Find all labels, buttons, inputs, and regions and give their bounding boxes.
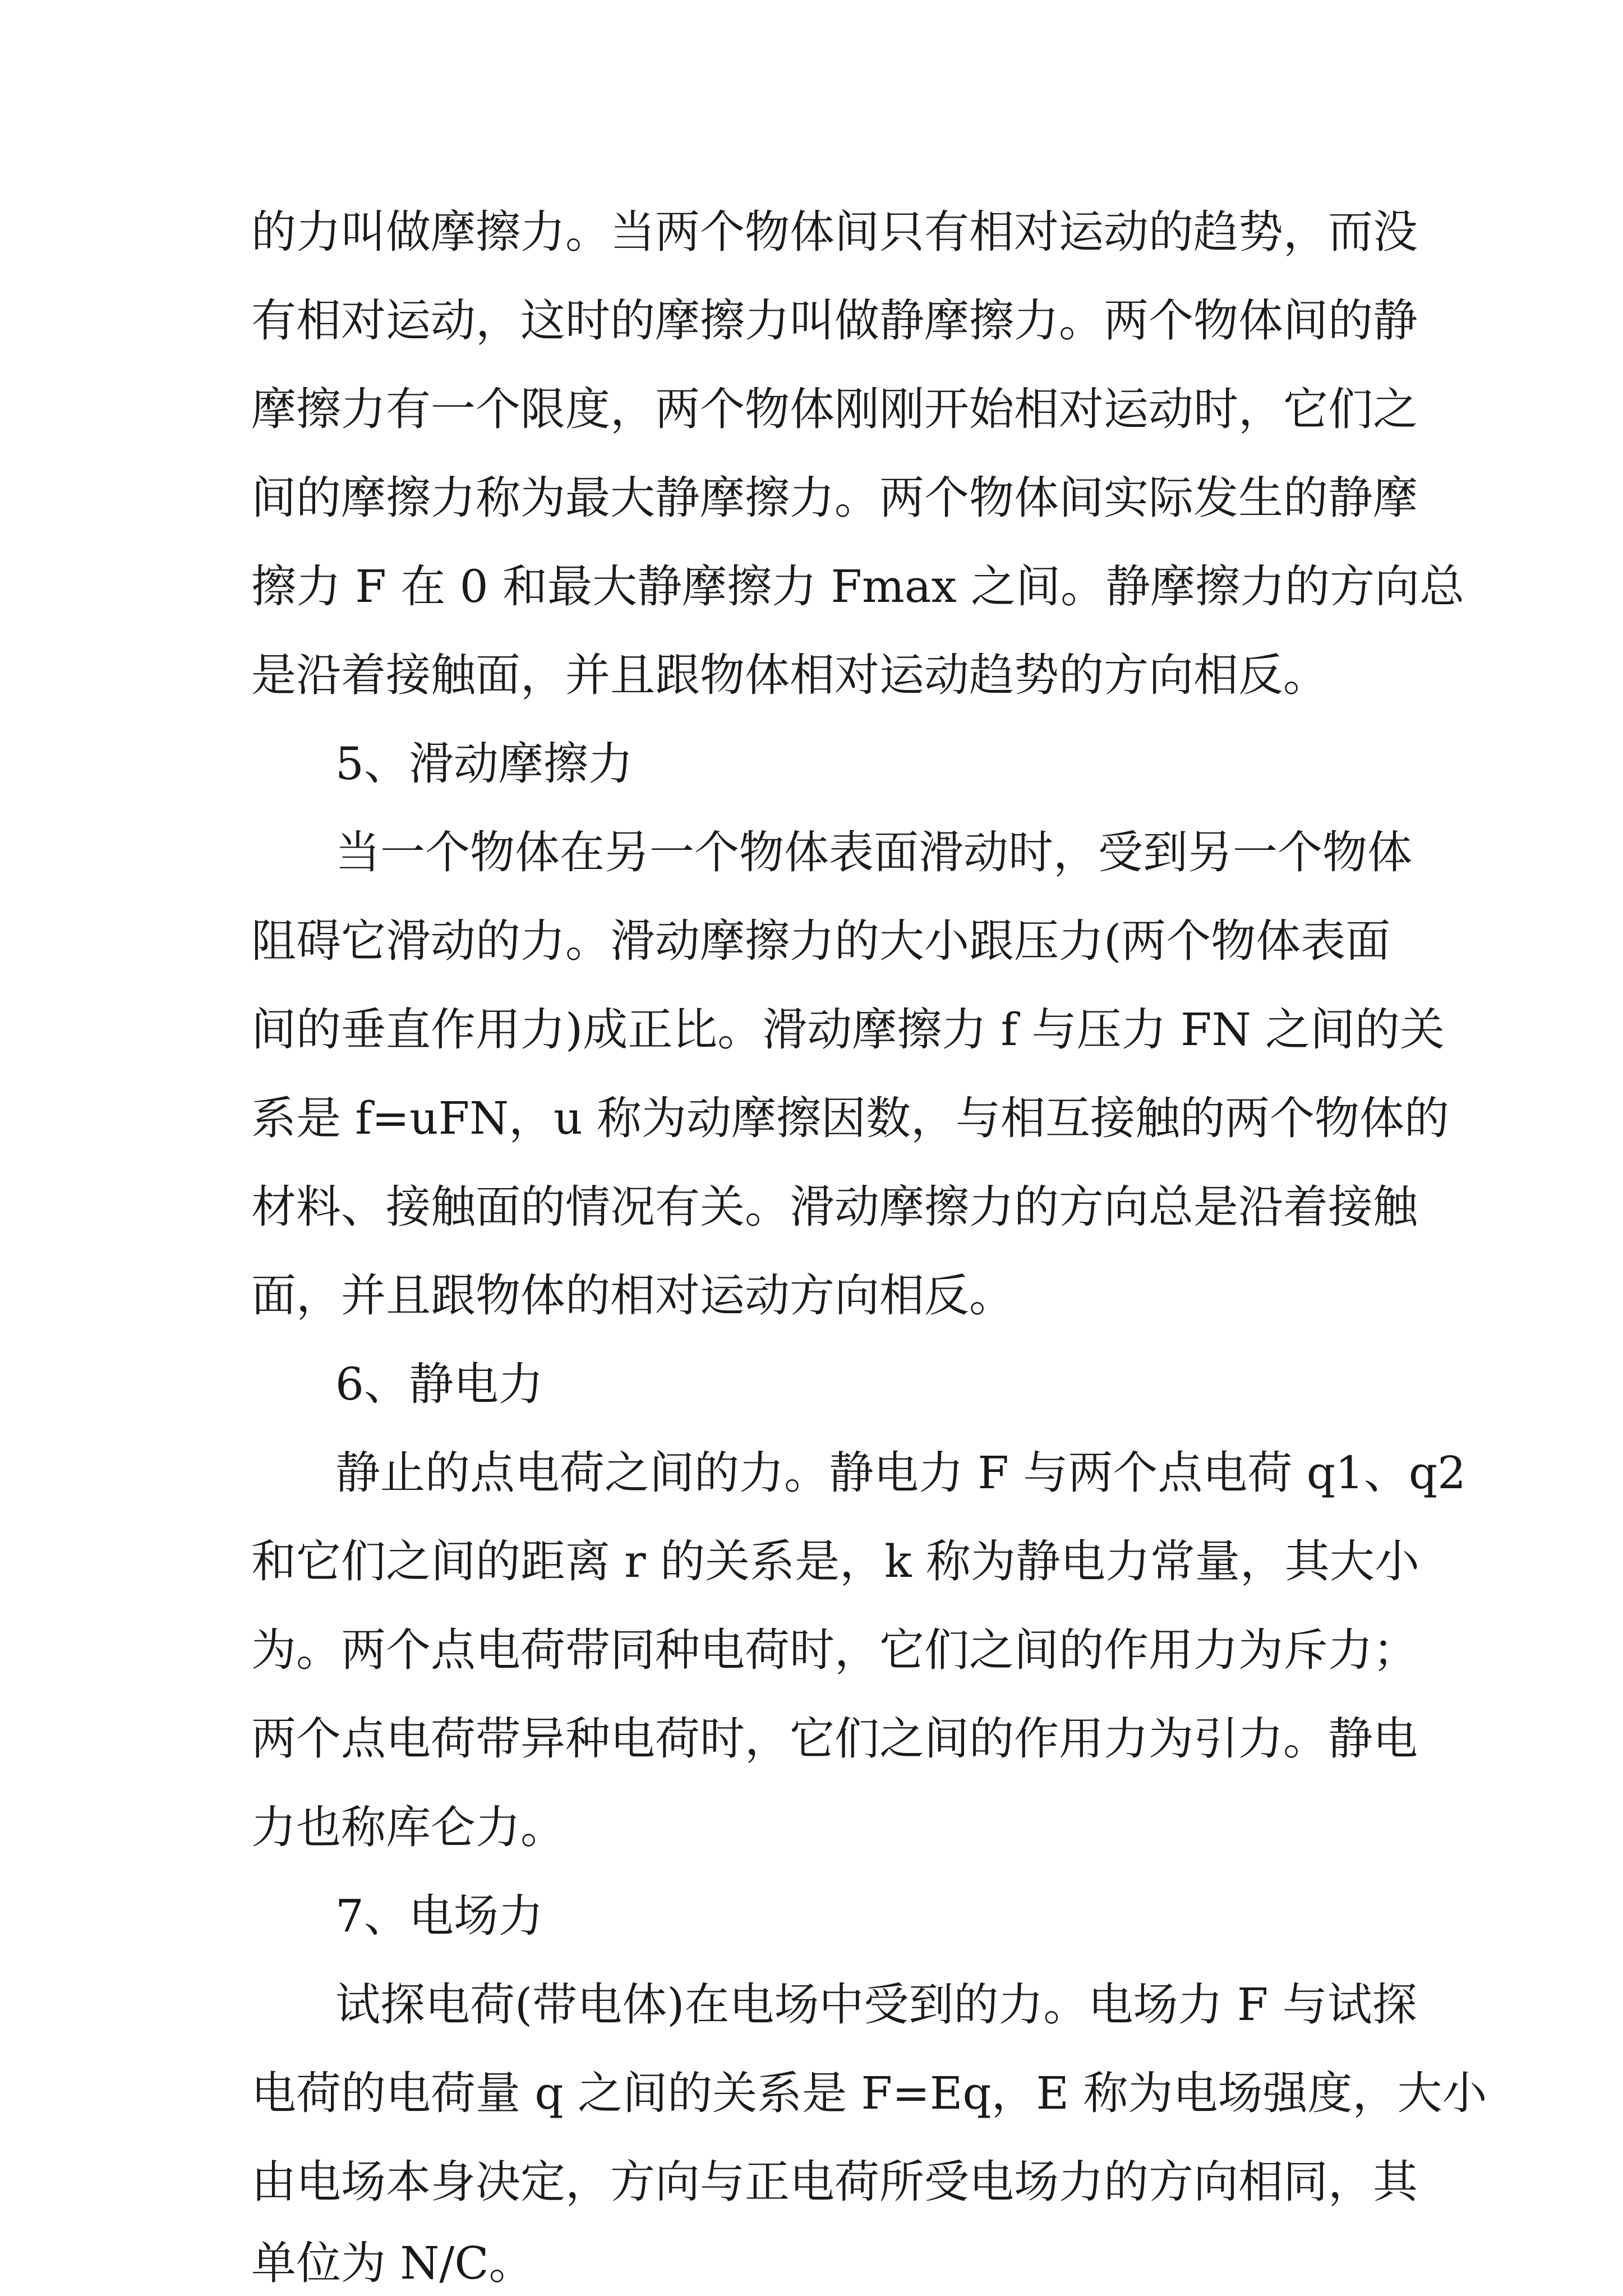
paragraph-line: 的力叫做摩擦力。当两个物体间只有相对运动的趋势，而没 (251, 206, 1418, 258)
paragraph-line: 是沿着接触面，并且跟物体相对运动趋势的方向相反。 (251, 649, 1328, 701)
paragraph-line: 间的垂直作用力)成正比。滑动摩擦力 f 与压力 FN 之间的关 (251, 1004, 1445, 1056)
paragraph-line: 静止的点电荷之间的力。静电力 F 与两个点电荷 q1、q2 (335, 1447, 1467, 1499)
paragraph-line: 材料、接触面的情况有关。滑动摩擦力的方向总是沿着接触 (251, 1181, 1418, 1233)
paragraph-line: 阻碍它滑动的力。滑动摩擦力的大小跟压力(两个物体表面 (251, 915, 1391, 967)
paragraph-line: 力也称库仑力。 (251, 1801, 565, 1853)
paragraph-line: 试探电荷(带电体)在电场中受到的力。电场力 F 与试探 (335, 1978, 1417, 2031)
paragraph-line: 间的摩擦力称为最大静摩擦力。两个物体间实际发生的静摩 (251, 472, 1418, 524)
paragraph-line: 有相对运动，这时的摩擦力叫做静摩擦力。两个物体间的静 (251, 295, 1418, 347)
paragraph-line: 单位为 N/C。 (251, 2237, 534, 2289)
paragraph-line: 当一个物体在另一个物体表面滑动时，受到另一个物体 (335, 826, 1412, 878)
paragraph-line: 面，并且跟物体的相对运动方向相反。 (251, 1269, 1014, 1322)
paragraph-line: 两个点电荷带异种电荷时，它们之间的作用力为引力。静电 (251, 1713, 1418, 1765)
paragraph-line: 擦力 F 在 0 和最大静摩擦力 Fmax 之间。静摩擦力的方向总 (251, 560, 1465, 613)
paragraph-line: 为。两个点电荷带同种电荷时，它们之间的作用力为斥力； (251, 1624, 1418, 1676)
paragraph-line: 电荷的电荷量 q 之间的关系是 F=Eq，E 称为电场强度，大小 (251, 2067, 1487, 2119)
paragraph-line: 由电场本身决定，方向与正电荷所受电场力的方向相同，其 (251, 2156, 1418, 2208)
section-heading: 6、静电力 (335, 1358, 543, 1410)
paragraph-line: 摩擦力有一个限度，两个物体刚刚开始相对运动时，它们之 (251, 383, 1418, 435)
section-heading: 7、电场力 (335, 1890, 543, 1942)
section-heading: 5、滑动摩擦力 (335, 738, 633, 790)
paragraph-line: 系是 f=uFN，u 称为动摩擦因数，与相互接触的两个物体的 (251, 1092, 1450, 1144)
paragraph-line: 和它们之间的距离 r 的关系是，k 称为静电力常量，其大小 (251, 1535, 1420, 1588)
